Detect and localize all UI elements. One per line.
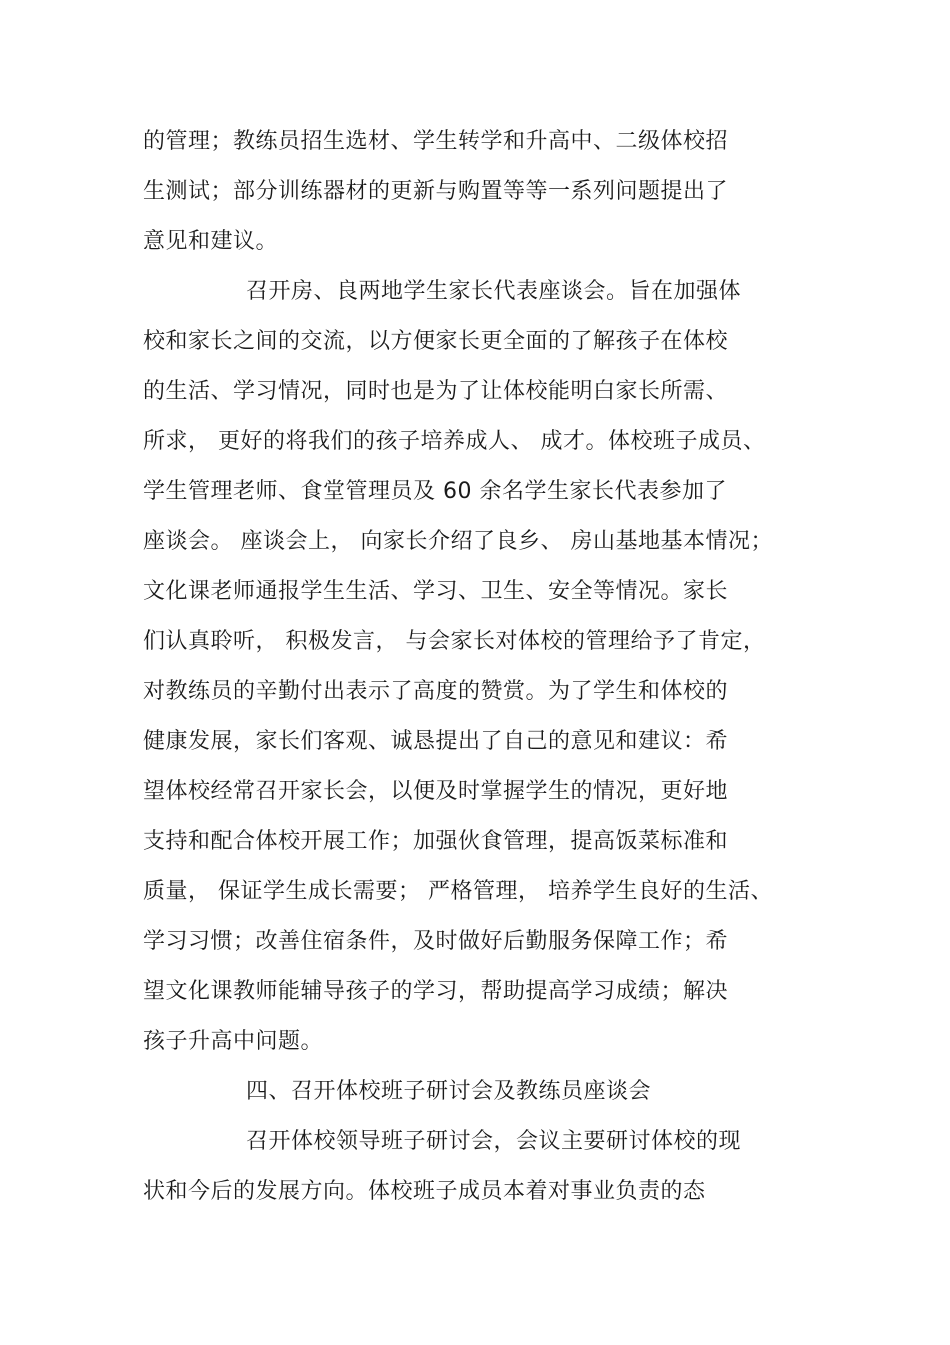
text-line: 健康发展，家长们客观、诚恳提出了自己的意见和建议：希 <box>143 729 729 754</box>
text-line: 望文化课教师能辅导孩子的学习，帮助提高学习成绩；解决 <box>143 979 729 1004</box>
text-line: 望体校经常召开家长会，以便及时掌握学生的情况，更好地 <box>143 779 729 804</box>
text-line: 们认真聆听， 积极发言， 与会家长对体校的管理给予了肯定， <box>143 629 766 654</box>
text-line: 文化课老师通报学生生活、学习、卫生、安全等情况。家长 <box>143 579 729 604</box>
section-heading: 四、召开体校班子研讨会及教练员座谈会 <box>246 1079 652 1104</box>
text-line: 的管理；教练员招生选材、学生转学和升高中、二级体校招 <box>143 129 729 154</box>
text-line: 支持和配合体校开展工作；加强伙食管理，提高饭菜标准和 <box>143 829 729 854</box>
text-line: 意见和建议。 <box>143 229 279 254</box>
text-line: 对教练员的辛勤付出表示了高度的赞赏。为了学生和体校的 <box>143 679 729 704</box>
text-line: 的生活、学习情况，同时也是为了让体校能明白家长所需、 <box>143 379 729 404</box>
text-line: 座谈会。 座谈会上， 向家长介绍了良乡、 房山基地基本情况； <box>143 529 773 554</box>
text-line: 校和家长之间的交流，以方便家长更全面的了解孩子在体校 <box>143 329 729 354</box>
text-line: 状和今后的发展方向。体校班子成员本着对事业负责的态 <box>143 1179 706 1204</box>
text-line: 所求， 更好的将我们的孩子培养成人、 成才。体校班子成员、 <box>143 429 766 454</box>
text-line: 孩子升高中问题。 <box>143 1029 324 1054</box>
text-line: 学习习惯；改善住宿条件，及时做好后勤服务保障工作；希 <box>143 929 729 954</box>
text-line: 学生管理老师、食堂管理员及 60 余名学生家长代表参加了 <box>143 479 727 504</box>
paragraph-start-line: 召开房、良两地学生家长代表座谈会。旨在加强体 <box>246 279 742 304</box>
text-line: 质量， 保证学生成长需要； 严格管理， 培养学生良好的生活、 <box>143 879 773 904</box>
text-line: 生测试；部分训练器材的更新与购置等等一系列问题提出了 <box>143 179 729 204</box>
paragraph-start-line: 召开体校领导班子研讨会，会议主要研讨体校的现 <box>246 1129 742 1154</box>
